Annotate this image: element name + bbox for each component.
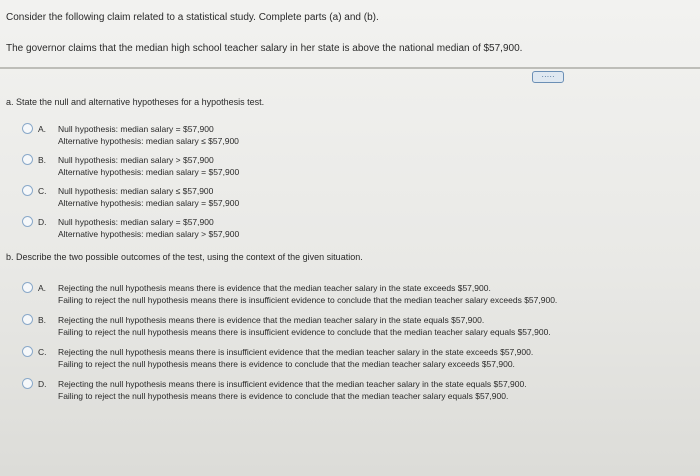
question-claim: The governor claims that the median high school teacher salary in her state is above the national median of $57,900. — [6, 43, 523, 54]
option-line-1: Null hypothesis: median salary = $57,900 — [58, 217, 214, 227]
radio-button[interactable] — [22, 378, 33, 389]
question-intro: Consider the following claim related to a statistical study. Complete parts (a) and (b). — [6, 12, 379, 23]
part-a-prompt: a. State the null and alternative hypotheses for a hypothesis test. — [6, 97, 265, 107]
section-divider — [0, 67, 700, 69]
option-line-1: Null hypothesis: median salary ≤ $57,900 — [58, 186, 214, 196]
radio-button[interactable] — [22, 282, 33, 293]
option-line-1: Rejecting the null hypothesis means there is insufficient evidence that the median teacher salary in the state exceeds $57,900. — [58, 347, 534, 357]
radio-button[interactable] — [22, 123, 33, 134]
radio-button[interactable] — [22, 216, 33, 227]
option-line-2: Alternative hypothesis: median salary = $57,900 — [58, 167, 240, 177]
option-line-2: Failing to reject the null hypothesis means there is evidence to conclude that the median teacher salary equals $57,900. — [58, 391, 509, 401]
option-letter: C. — [38, 186, 47, 196]
option-line-1: Rejecting the null hypothesis means there is insufficient evidence that the median teacher salary in the state equals $57,900. — [58, 379, 527, 389]
option-letter: B. — [38, 155, 47, 165]
radio-button[interactable] — [22, 346, 33, 357]
option-line-2: Alternative hypothesis: median salary ≤ $57,900 — [58, 136, 239, 146]
option-line-2: Alternative hypothesis: median salary = $57,900 — [58, 198, 240, 208]
option-line-2: Failing to reject the null hypothesis means there is insufficient evidence to conclude that the median teacher salary equals $57,900. — [58, 327, 551, 337]
option-line-2: Failing to reject the null hypothesis means there is evidence to conclude that the median teacher salary exceeds $57,900. — [58, 359, 515, 369]
question-header — [0, 0, 700, 68]
option-letter: A. — [38, 124, 47, 134]
option-line-1: Rejecting the null hypothesis means there is evidence that the median teacher salary in the state exceeds $57,900. — [58, 283, 491, 293]
option-letter: D. — [38, 379, 47, 389]
option-line-1: Null hypothesis: median salary > $57,900 — [58, 155, 214, 165]
option-line-1: Rejecting the null hypothesis means there is evidence that the median teacher salary in the state equals $57,900. — [58, 315, 485, 325]
option-letter: B. — [38, 315, 47, 325]
option-line-2: Failing to reject the null hypothesis means there is insufficient evidence to conclude that the median teacher salary exceeds $57,900. — [58, 295, 558, 305]
option-line-2: Alternative hypothesis: median salary > $57,900 — [58, 229, 240, 239]
radio-button[interactable] — [22, 314, 33, 325]
radio-button[interactable] — [22, 185, 33, 196]
option-letter: C. — [38, 347, 47, 357]
radio-button[interactable] — [22, 154, 33, 165]
option-line-1: Null hypothesis: median salary = $57,900 — [58, 124, 214, 134]
option-letter: A. — [38, 283, 47, 293]
more-button[interactable]: ····· — [532, 71, 564, 83]
option-letter: D. — [38, 217, 47, 227]
part-b-prompt: b. Describe the two possible outcomes of the test, using the context of the given situation. — [6, 252, 363, 262]
